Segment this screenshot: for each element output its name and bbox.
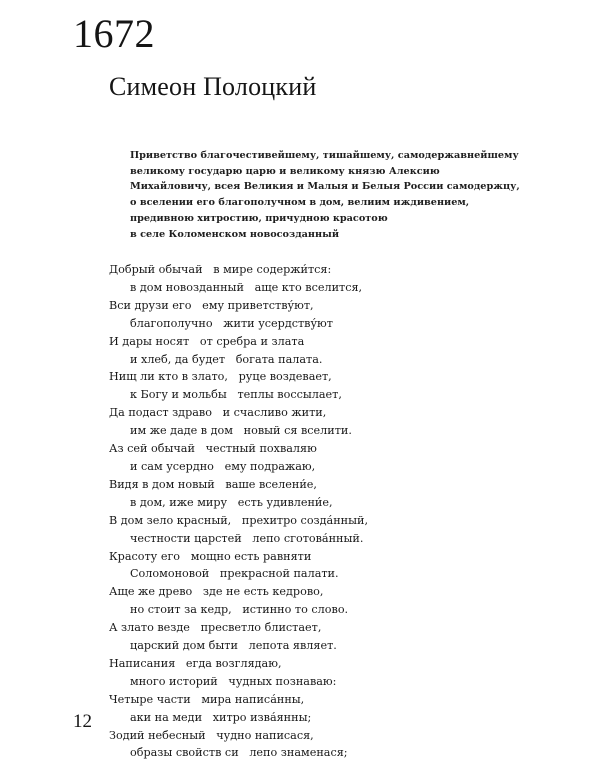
- poem-line: в дом новозданный аще кто вселится,: [130, 280, 363, 294]
- poem-line: аки на меди хитро изва́янны;: [130, 710, 312, 724]
- chapter-year: 1672: [73, 11, 155, 56]
- poem-line: благополучно жити усердству́ют: [130, 316, 333, 330]
- poem-line: им же даде в дом новый ся вселити.: [130, 424, 352, 438]
- poem-line: В дом зело красный, прехитро созда́нный,: [109, 513, 369, 527]
- poem-line: Написания егда возглядаю,: [109, 656, 282, 670]
- poem-line: Аз сей обычай честный похваляю: [109, 442, 317, 456]
- poem-line: Вси друзи его ему приветству́ют,: [109, 298, 314, 312]
- dedication-line: в селе Коломенском новосозданный: [130, 228, 340, 240]
- poem-line: Да подаст здраво и счасливо жити,: [109, 406, 327, 420]
- poem-line: Красоту его мощно есть равняти: [109, 549, 312, 563]
- dedication-line: великому государю царю и великому князю Алексию: [130, 165, 440, 177]
- poem-line: Аще же древо зде не есть кедрово,: [109, 585, 324, 599]
- poem-line: много историй чудных познаваю:: [130, 674, 337, 688]
- poem-line: и хлеб, да будет богата палата.: [130, 352, 323, 366]
- poem-line: И дары носят от сребра и злата: [109, 334, 305, 348]
- dedication-line: Приветство благочестивейшему, тишайшему, самодержавнейшему: [130, 150, 519, 161]
- page-number: 12: [73, 711, 92, 732]
- poem-line: Видя в дом новый ваше вселени́е,: [109, 477, 317, 491]
- poem-line: Соломоновой прекрасной палати.: [130, 567, 339, 581]
- poem-line: в дом, иже миру есть удивлени́е,: [130, 495, 333, 509]
- poem-line: Добрый обычай в мире содержи́тся:: [109, 263, 332, 276]
- poem-line: А злато везде пресветло блистает,: [109, 621, 322, 635]
- dedication-line: Михайловичу, всея Великия и Малыя и Белыя России самодержцу,: [130, 181, 520, 193]
- poem-line: и сам усердно ему подражаю,: [130, 459, 316, 473]
- poem-line: Четыре части мира написа́нны,: [109, 692, 305, 706]
- poem-line: но стоит за кедр, истинно то слово.: [130, 603, 349, 617]
- dedication-line: предивною хитростию, причудною красотою: [130, 212, 388, 224]
- poem-line: Зодий небесный чудно написася,: [109, 728, 314, 742]
- dedication-line: о вселении его благополучном в дом, велиим иждивением,: [130, 197, 470, 209]
- poem-line: царский дом быти лепота являет.: [130, 639, 337, 653]
- poem-line: Нищ ли кто в злато, руце воздевает,: [109, 370, 332, 384]
- poem-line: к Богу и мольбы теплы воссылает,: [130, 388, 342, 402]
- poem-line: образы свойств си лепо знаменася;: [130, 746, 348, 760]
- poem-line: честности царстей лепо сготова́нный.: [130, 531, 364, 545]
- poem-text: [109, 261, 368, 762]
- dedication-block: [130, 148, 530, 242]
- author-heading: Симеон Полоцкий: [109, 72, 317, 101]
